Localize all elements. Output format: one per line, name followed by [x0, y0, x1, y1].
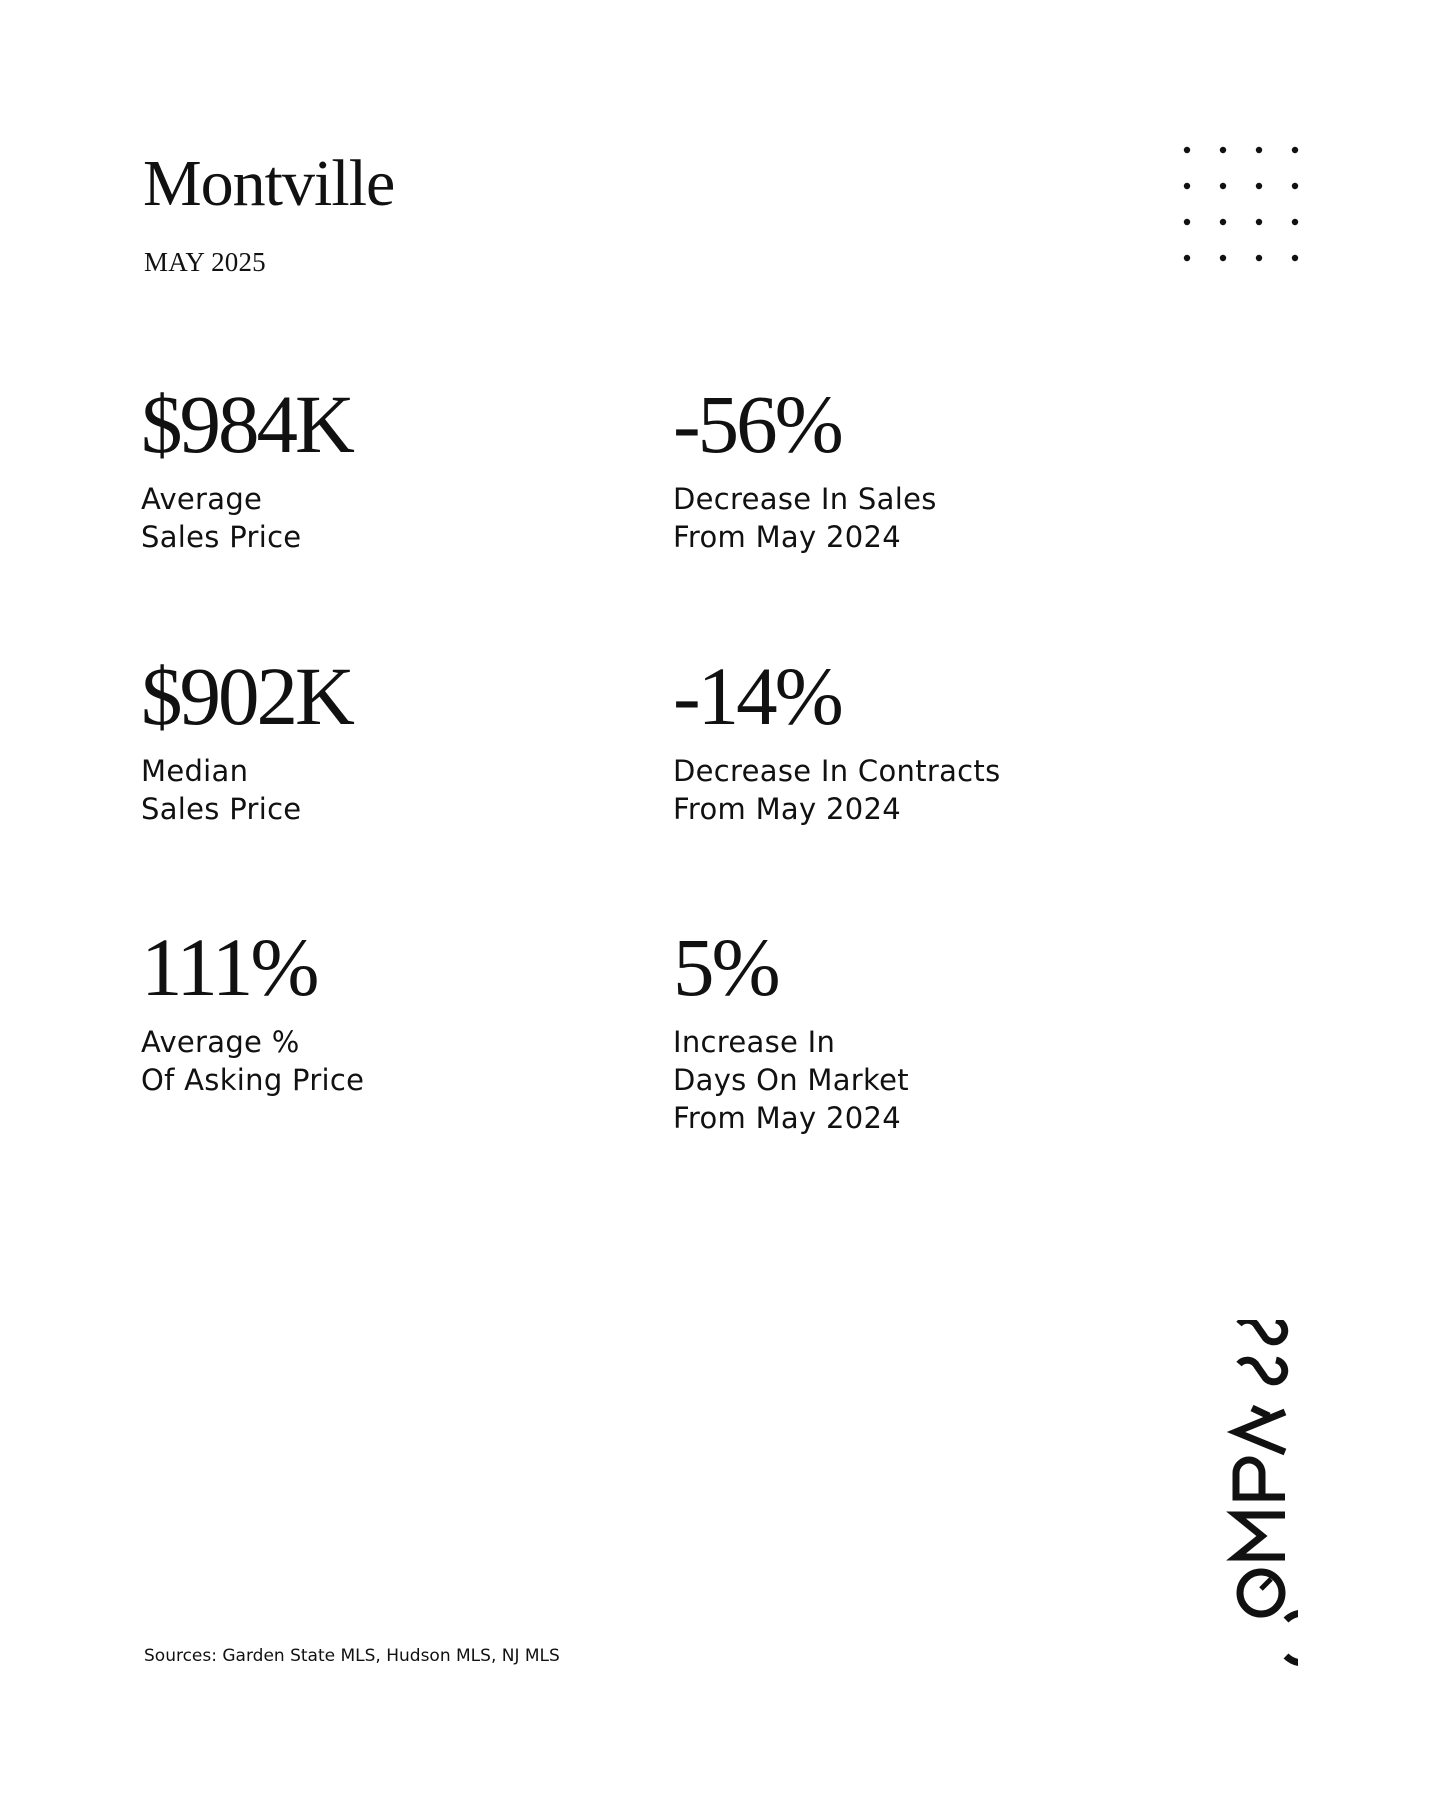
stat-label-line: Median — [141, 754, 249, 788]
stat-median-sales-price — [141, 650, 661, 828]
stat-label-line: Average % — [141, 1025, 300, 1059]
stat-label — [141, 752, 661, 828]
stat-contracts-change — [673, 650, 1193, 828]
compass-logo — [1224, 1320, 1298, 1670]
stat-days-on-market-change — [673, 921, 1193, 1137]
stat-label-line: Of Asking Price — [141, 1063, 365, 1097]
stat-label — [141, 1023, 661, 1099]
stat-value: -56% — [673, 378, 841, 470]
stat-label — [673, 752, 1193, 828]
stat-label-line: Increase In — [673, 1025, 836, 1059]
stat-value: 111% — [141, 921, 317, 1013]
stat-label-line: Sales Price — [141, 520, 302, 554]
stat-label-line: From May 2024 — [673, 792, 901, 826]
stat-label-line: Average — [141, 482, 263, 516]
sources-note: Sources: Garden State MLS, Hudson MLS, NJ MLS — [144, 1646, 560, 1666]
stat-value: $984K — [141, 378, 352, 470]
stat-value: -14% — [673, 650, 841, 742]
stat-label-line: Decrease In Sales — [673, 482, 937, 516]
stat-label-line: Days On Market — [673, 1063, 909, 1097]
stat-label — [141, 480, 661, 556]
dot-grid-icon — [1183, 146, 1300, 263]
stat-average-sales-price — [141, 378, 661, 556]
stat-label — [673, 1023, 1193, 1137]
stat-label-line: From May 2024 — [673, 1101, 901, 1135]
stat-percent-of-asking — [141, 921, 661, 1099]
stat-label-line: Decrease In Contracts — [673, 754, 1001, 788]
stat-sales-change — [673, 378, 1193, 556]
stat-value: $902K — [141, 650, 352, 742]
report-period: MAY 2025 — [144, 247, 266, 277]
stat-label-line: Sales Price — [141, 792, 302, 826]
stat-label — [673, 480, 1193, 556]
stat-value: 5% — [673, 921, 778, 1013]
stat-label-line: From May 2024 — [673, 520, 901, 554]
page-title: Montville — [143, 147, 395, 220]
